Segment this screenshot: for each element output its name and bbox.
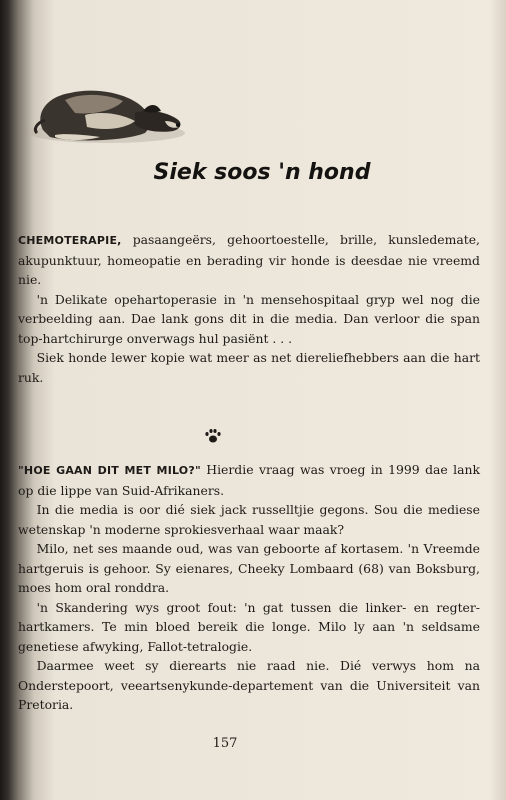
paw-print-icon bbox=[204, 428, 222, 444]
paragraph: Siek honde lewer kopie wat meer as net diereliefhebbers aan die hart ruk. bbox=[18, 350, 480, 385]
lead-in: "HOE GAAN DIT MET MILO?" bbox=[18, 464, 201, 477]
section-chemoterapie bbox=[18, 230, 480, 387]
paragraph: 'n Skandering wys groot fout: 'n gat tussen die linker- en regter-hartkamers. Te min bloed bereik die longe. Milo ly aan 'n seldsame genetiese afwyking, Fallot-tetralogie. bbox=[18, 599, 480, 654]
paragraph: 'n Delikate opehartoperasie in 'n mensehospitaal gryp wel nog die verbeelding aan. Dae lank gons dit in die media. Dan verloor die span top-hartchirurge onverwags hul pasiënt . . . bbox=[18, 291, 480, 346]
paragraph-text: Hierdie vraag was vroeg in 1999 dae lank op die lippe van Suid-Afrikaners. bbox=[18, 462, 480, 498]
sleeping-dog-illustration bbox=[25, 75, 190, 155]
paragraph: Daarmee weet sy dierearts nie raad nie. Dié verwys hom na Onderstepoort, veeartsenykunde-departement van die Universiteit van Pretoria. bbox=[18, 658, 480, 712]
paragraph bbox=[18, 460, 480, 500]
page-number: 157 bbox=[212, 736, 238, 751]
section-milo bbox=[18, 460, 480, 715]
paragraph: Milo, net ses maande oud, was van geboorte af kortasem. 'n Vreemde hartgeruis is gehoor. Sy eienares, Cheeky Lombaard (68) van Boksburg, moes hom oral ronddra. bbox=[18, 541, 480, 595]
paragraph bbox=[18, 230, 480, 290]
paragraph-text: pasaangeërs, gehoortoestelle, brille, kunsledemate, akupunktuur, homeopatie en berading vir honde is deesdae nie vreemd nie. bbox=[18, 232, 480, 287]
paragraph: In die media is oor dié siek jack russelltjie gegons. Sou die mediese wetenskap 'n moderne sprokiesverhaal waar maak? bbox=[18, 502, 480, 537]
lead-in: CHEMOTERAPIE, bbox=[18, 234, 122, 247]
chapter-title: Siek soos 'n hond bbox=[153, 160, 371, 185]
